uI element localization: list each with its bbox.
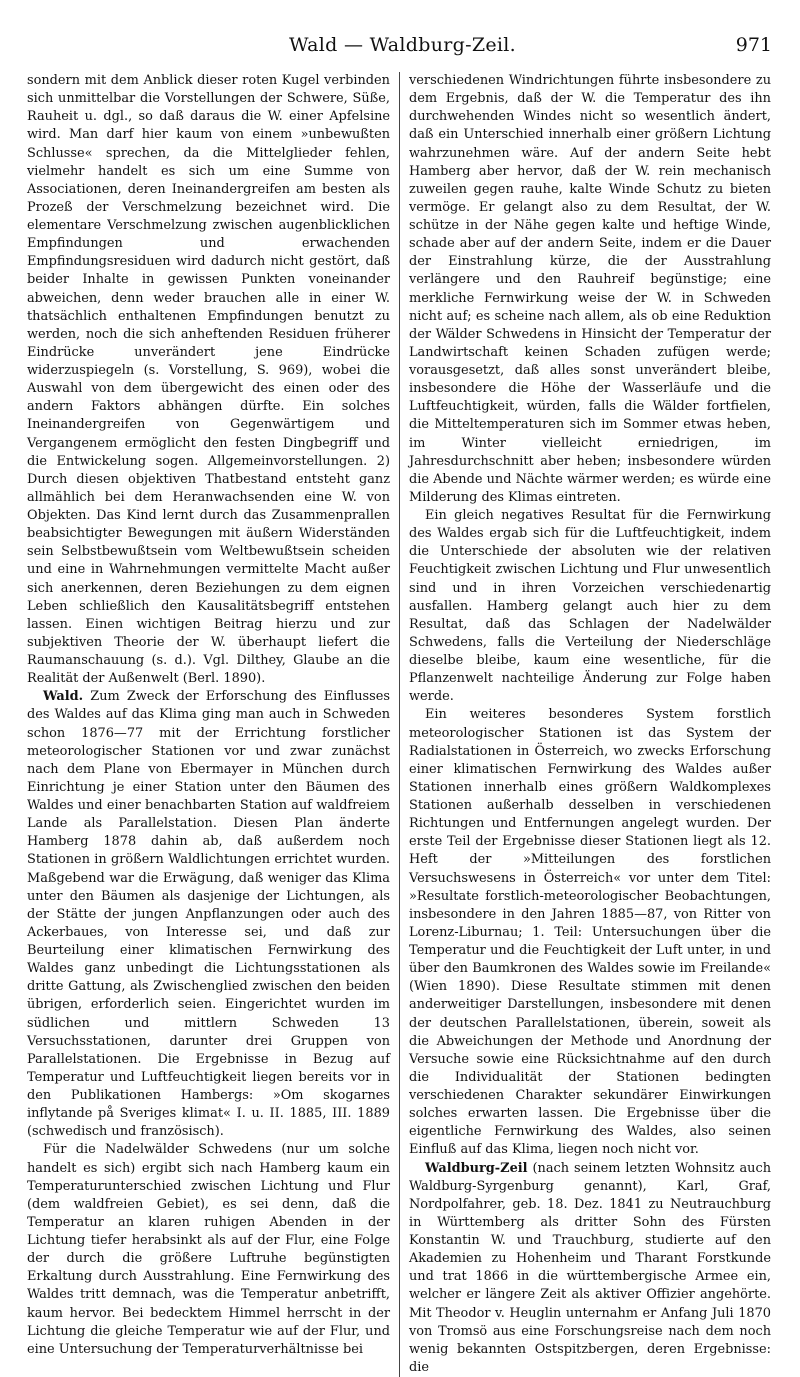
running-title: Wald — Waldburg-Zeil. [27, 34, 778, 56]
page-number: 971 [736, 34, 772, 56]
paragraph-wahrnehmung-continued: sondern mit dem Anblick dieser roten Kugel verbinden sich unmittelbar die Vorstellungen der Schwere, Süße, Rauheit u. dgl., so daß daraus die W. einer Apfelsine wird. Man darf hier kaum von einem »unbewußten Schlusse« sprechen, da die Mittelglieder fehlen, vielmehr handelt es sich um eine Summe von Associationen, deren Ineinandergreifen am besten als Prozeß der Verschmelzung bezeichnet wird. Die elementare Verschmelzung zwischen augenblicklichen Empfindungen und erwachenden Empfindungsresiduen wird dadurch nicht gestört, daß beider Inhalte in gewissen Punkten voneinander abweichen, denn weder brauchen alle in einer W. thatsächlich enthaltenen Empfindungen benutzt zu werden, noch die sich anheftenden Residuen früherer Eindrücke unverändert jene Eindrücke widerzuspiegeln (s. Vorstellung, S. 969), wobei die Auswahl von dem übergewicht des einen oder des andern Faktors abhängen dürfte. Ein solches Ineinandergreifen von Gegenwärtigem und Vergangenem ermöglicht den festen Dingbegriff und die Entwickelung sogen. Allgemeinvorstellungen. 2) Durch diesen objektiven Thatbestand entsteht ganz allmählich bei dem Heranwachsenden eine W. von Objekten. Das Kind lernt durch das Zusammenprallen beabsichtigter Bewegungen mit äußern Widerständen sein Selbstbewußtsein vom Weltbewußtsein scheiden und eine in Wahrnehmungen vermittelte Macht außer sich anerkennen, deren Beziehungen zu dem eignen Leben schließlich den Kausalitätsbegriff entstehen lassen. Einen wichtigen Beitrag hierzu und zur subjektiven Theorie der W. überhaupt liefert die Raumanschauung (s. d.). Vgl. Dilthey, Glaube an die Realität der Außenwelt (Berl. 1890). [27, 72, 390, 688]
headword-wald: Wald. [43, 689, 83, 704]
paragraph-radialstationen: Ein weiteres besonderes System forstlich meteorologischer Stationen ist das System der Radialstationen in Österreich, wo zwecks Erforschung einer klimatischen Fernwirkung des Waldes außer Stationen innerhalb eines größern Waldkomplexes Stationen außerhalb desselben in verschiedenen Richtungen und Entfernungen angelegt wurden. Der erste Teil der Ergebnisse dieser Stationen liegt als 12. Heft der »Mitteilungen des forstlichen Versuchswesens in Österreich« vor unter dem Titel: »Resultate forstlich-meteorologischer Beobachtungen, insbesondere in den Jahren 1885—87, von Ritter von Lorenz-Liburnau; 1. Teil: Untersuchungen über die Temperatur und die Feuchtigkeit der Luft unter, in und über den Baumkronen des Waldes sowie im Freilande« (Wien 1890). Diese Resultate stimmen mit denen anderweitiger Darstellungen, insbesondere mit denen der deutschen Parallelstationen, überein, soweit als die Abweichungen der Methode und Anordnung der Versuche sowie eine Rücksichtnahme auf den durch die Individualität der Stationen bedingten verschiedenen Charakter sekundärer Einwirkungen solches erwarten lassen. Die Ergebnisse über die eigentliche Fernwirkung des Waldes, also seinen Einfluß auf das Klima, liegen noch nicht vor. [409, 706, 771, 1159]
paragraph-luftfeuchtigkeit: Ein gleich negatives Resultat für die Fernwirkung des Waldes ergab sich für die Luftfeuchtigkeit, indem die Unterschiede der absoluten wie der relativen Feuchtigkeit zwischen Lichtung und Flur unwesentlich sind und in ihren Vorzeichen verschiedenartig ausfallen. Hamberg gelangt auch hier zu dem Resultat, daß das Schlagen der Nadelwälder Schwedens, falls die Verteilung der Niederschläge dieselbe bleibe, kaum eine wesentliche, für die Pflanzenwelt nachteilige Änderung zur Folge haben werde. [409, 507, 771, 706]
paragraph-nadelwaelder: Für die Nadelwälder Schwedens (nur um solche handelt es sich) ergibt sich nach Hamberg kaum ein Temperaturunterschied zwischen Lichtung und Flur (dem waldfreien Gebiet), es sei denn, daß die Temperatur an klaren ruhigen Abenden in der Lichtung tiefer herabsinkt als auf der Flur, eine Folge der durch die größere Luftruhe begünstigten Erkaltung durch Ausstrahlung. Eine Fernwirkung des Waldes tritt demnach, was die Temperatur anbetrifft, kaum hervor. Bei bedecktem Himmel herrscht in der Lichtung die gleiche Temperatur wie auf der Flur, und eine Untersuchung der Temperaturverhältnisse bei [27, 1141, 390, 1359]
entry-wald-text: Zum Zweck der Erforschung des Einflusses des Waldes auf das Klima ging man auch in Schweden schon 1876—77 mit der Errichtung forstlicher meteorologischer Stationen vor und zwar zunächst nach dem Plane von Ebermayer in München durch Einrichtung je einer Station unter den Bäumen des Waldes und einer benachbarten Station auf waldfreiem Lande als Parallelstation. Diesen Plan änderte Hamberg 1878 dahin ab, daß außerdem noch Stationen in größern Waldlichtungen errichtet wurden. Maßgebend war die Erwägung, daß weniger das Klima unter den Bäumen als dasjenige der Lichtungen, als der Stätte der jungen Anpflanzungen oder auch des Ackerbaues, von Interesse sei, und daß zur Beurteilung einer klimatischen Fernwirkung des Waldes ganz unbedingt die Lichtungsstationen als dritte Gattung, als Zwischenglied zwischen den beiden übrigen, erforderlich seien. Eingerichtet wurden im südlichen und mittlern Schweden 13 Versuchsstationen, darunter drei Gruppen von Parallelstationen. Die Ergebnisse in Bezug auf Temperatur und Luftfeuchtigkeit liegen bereits vor in den Publikationen Hambergs: »Om skogarnes inflytande på Sveriges klimat« I. u. II. 1885, III. 1889 (schwedisch und französisch). [27, 689, 390, 1139]
text-columns [27, 72, 778, 1377]
paragraph-windrichtungen: verschiedenen Windrichtungen führte insbesondere zu dem Ergebnis, daß der W. die Temperatur des ihn durchwehenden Windes nicht so wesentlich ändert, daß ein Unterschied innerhalb einer größern Lichtung wahrzunehmen wäre. Auf der andern Seite hebt Hamberg aber hervor, daß der W. rein mechanisch zuweilen gegen rauhe, kalte Winde Schutz zu bieten vermöge. Er gelangt also zu dem Resultat, der W. schütze in der Nähe gegen kalte und heftige Winde, schade aber auf der andern Seite, indem er die Dauer der Einstrahlung kürze, die der Ausstrahlung verlängere und den Rauhreif begünstige; eine merkliche Fernwirkung weise der W. in Schweden nicht auf; es scheine nach allem, als ob eine Reduktion der Wälder Schwedens in Hinsicht der Temperatur der Landwirtschaft keinen Schaden zufügen werde; vorausgesetzt, daß alles sonst unverändert bleibe, insbesondere die Höhe der Wasserläufe und die Luftfeuchtigkeit, würden, falls die Wälder fortfielen, die Mitteltemperaturen sich im Sommer etwas heben, im Winter vielleicht erniedrigen, im Jahresdurchschnitt aber heben; insbesondere würden die Abende und Nächte wärmer werden; es würde eine Milderung des Klimas eintreten. [409, 72, 771, 507]
page-header [27, 34, 778, 62]
headword-waldburg-zeil: Waldburg-Zeil [425, 1161, 528, 1176]
right-column [399, 72, 771, 1377]
left-column [27, 72, 399, 1377]
entry-waldburg-zeil [409, 1160, 771, 1377]
entry-waldburg-zeil-text: (nach seinem letzten Wohnsitz auch Waldburg-Syrgenburg genannt), Karl, Graf, Nordpolfahrer, geb. 18. Dez. 1841 zu Neutrauchburg in Württemberg als dritter Sohn des Fürsten Konstantin W. und Trauchburg, studierte auf den Akademien zu Hohenheim und Tharant Forstkunde und trat 1866 in die württembergische Armee ein, welcher er längere Zeit als aktiver Offizier angehörte. Mit Theodor v. Heuglin unternahm er Anfang Juli 1870 von Tromsö aus eine Forschungsreise nach dem noch wenig bekannten Ostspitzbergen, deren Ergebnisse: die [409, 1161, 771, 1375]
entry-wald [27, 688, 390, 1141]
